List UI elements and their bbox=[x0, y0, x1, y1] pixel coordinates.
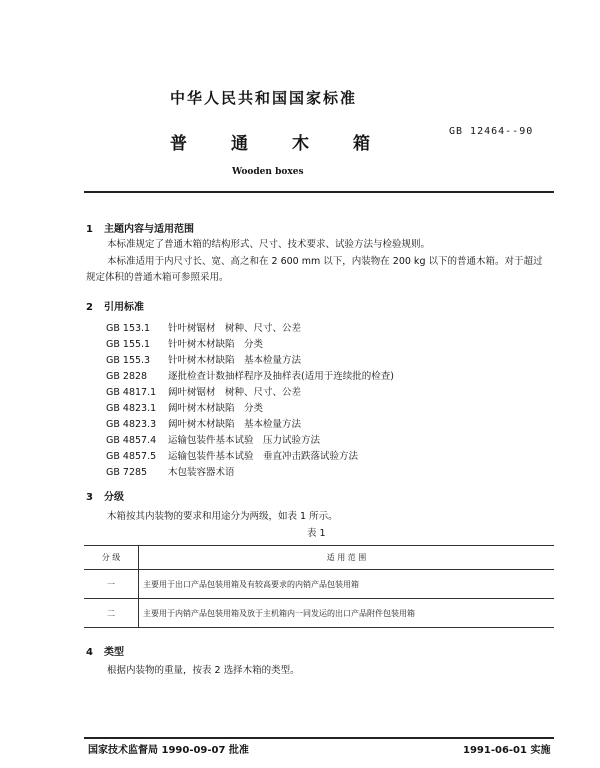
reference-title: 针叶树木材缺陷 分类 bbox=[168, 339, 264, 350]
table-cell-grade: 一 bbox=[84, 570, 139, 599]
reference-title: 针叶树木材缺陷 基本检量方法 bbox=[168, 355, 302, 366]
reference-item bbox=[106, 432, 320, 446]
table-cell-scope: 主要用于内销产品包装用箱及放于主机箱内一同发运的出口产品附件包装用箱 bbox=[139, 599, 555, 628]
section-1-heading bbox=[86, 220, 194, 235]
reference-item bbox=[106, 336, 263, 350]
reference-item bbox=[106, 464, 235, 478]
section-1-paragraph-2-cont: 规定体积的普通木箱可参照采用。 bbox=[86, 272, 229, 283]
table-header-row bbox=[84, 546, 554, 570]
effective-date: 1991-06-01 实施 bbox=[463, 745, 551, 756]
table-header-cell: 分 级 bbox=[84, 546, 139, 570]
reference-title: 针叶树锯材 树种、尺寸、公差 bbox=[168, 323, 302, 334]
reference-code: GB 155.1 bbox=[106, 339, 151, 350]
section-4-paragraph: 根据内装物的重量，按表 2 选择木箱的类型。 bbox=[107, 665, 300, 676]
title-char: 通 bbox=[231, 134, 248, 154]
section-title: 主题内容与适用范围 bbox=[104, 224, 194, 235]
standard-org-heading: 中华人民共和国国家标准 bbox=[170, 89, 358, 107]
title-char: 箱 bbox=[353, 134, 370, 154]
reference-item bbox=[106, 320, 301, 334]
footer-rule bbox=[84, 737, 554, 739]
reference-code: GB 2828 bbox=[106, 371, 148, 382]
reference-item bbox=[106, 400, 263, 414]
reference-title: 逐批检查计数抽样程序及抽样表(适用于连续批的检查) bbox=[168, 371, 394, 382]
table-cell-scope: 主要用于出口产品包装用箱及有较高要求的内销产品包装用箱 bbox=[139, 570, 555, 599]
section-number: 3 bbox=[86, 492, 93, 503]
reference-code: GB 4857.5 bbox=[106, 451, 157, 462]
table-header-cell: 适 用 范 围 bbox=[139, 546, 555, 570]
grade-table bbox=[84, 545, 554, 628]
reference-code: GB 4857.4 bbox=[106, 435, 157, 446]
title-char: 普 bbox=[170, 134, 187, 154]
reference-title: 阔叶树木材缺陷 分类 bbox=[168, 403, 264, 414]
reference-code: GB 4817.1 bbox=[106, 387, 157, 398]
english-subtitle: Wooden boxes bbox=[232, 167, 304, 177]
table-row bbox=[84, 599, 554, 628]
table-caption: 表 1 bbox=[307, 528, 326, 539]
reference-item bbox=[106, 416, 301, 430]
section-1-paragraph-2: 本标准适用于内尺寸长、宽、高之和在 2 600 mm 以下，内装物在 200 kg 以下的普通木箱。对于超过 bbox=[107, 256, 543, 267]
reference-title: 木包装容器术语 bbox=[168, 467, 235, 478]
section-title: 分级 bbox=[104, 492, 124, 503]
reference-title: 运输包装件基本试验 压力试验方法 bbox=[168, 435, 321, 446]
reference-title: 运输包装件基本试验 垂直冲击跌落试验方法 bbox=[168, 451, 359, 462]
title-char: 木 bbox=[292, 134, 309, 154]
section-3-paragraph: 木箱按其内装物的要求和用途分为两级，如表 1 所示。 bbox=[107, 511, 338, 522]
reference-title: 阔叶树锯材 树种、尺寸、公差 bbox=[168, 387, 302, 398]
reference-code: GB 4823.1 bbox=[106, 403, 157, 414]
section-number: 2 bbox=[86, 302, 93, 313]
approval-date: 国家技术监督局 1990-09-07 批准 bbox=[88, 745, 249, 756]
table-cell-grade: 二 bbox=[84, 599, 139, 628]
section-2-heading bbox=[86, 298, 144, 313]
reference-item bbox=[106, 352, 301, 366]
section-4-heading bbox=[86, 643, 124, 658]
reference-code: GB 153.1 bbox=[106, 323, 151, 334]
reference-item bbox=[106, 384, 301, 398]
section-1-paragraph-1: 本标准规定了普通木箱的结构形式、尺寸、技术要求、试验方法与检验规则。 bbox=[107, 239, 431, 250]
reference-item bbox=[106, 448, 358, 462]
section-number: 1 bbox=[86, 224, 93, 235]
section-title: 类型 bbox=[104, 647, 124, 658]
section-number: 4 bbox=[86, 647, 93, 658]
standard-number: GB 12464--90 bbox=[449, 126, 534, 137]
header-rule bbox=[84, 191, 554, 193]
reference-item bbox=[106, 368, 394, 382]
reference-title: 阔叶树木材缺陷 基本检量方法 bbox=[168, 419, 302, 430]
section-3-heading bbox=[86, 488, 124, 503]
document-title bbox=[170, 129, 370, 154]
section-title: 引用标准 bbox=[104, 302, 144, 313]
reference-code: GB 4823.3 bbox=[106, 419, 157, 430]
reference-code: GB 7285 bbox=[106, 467, 148, 478]
table-row bbox=[84, 570, 554, 599]
reference-code: GB 155.3 bbox=[106, 355, 151, 366]
